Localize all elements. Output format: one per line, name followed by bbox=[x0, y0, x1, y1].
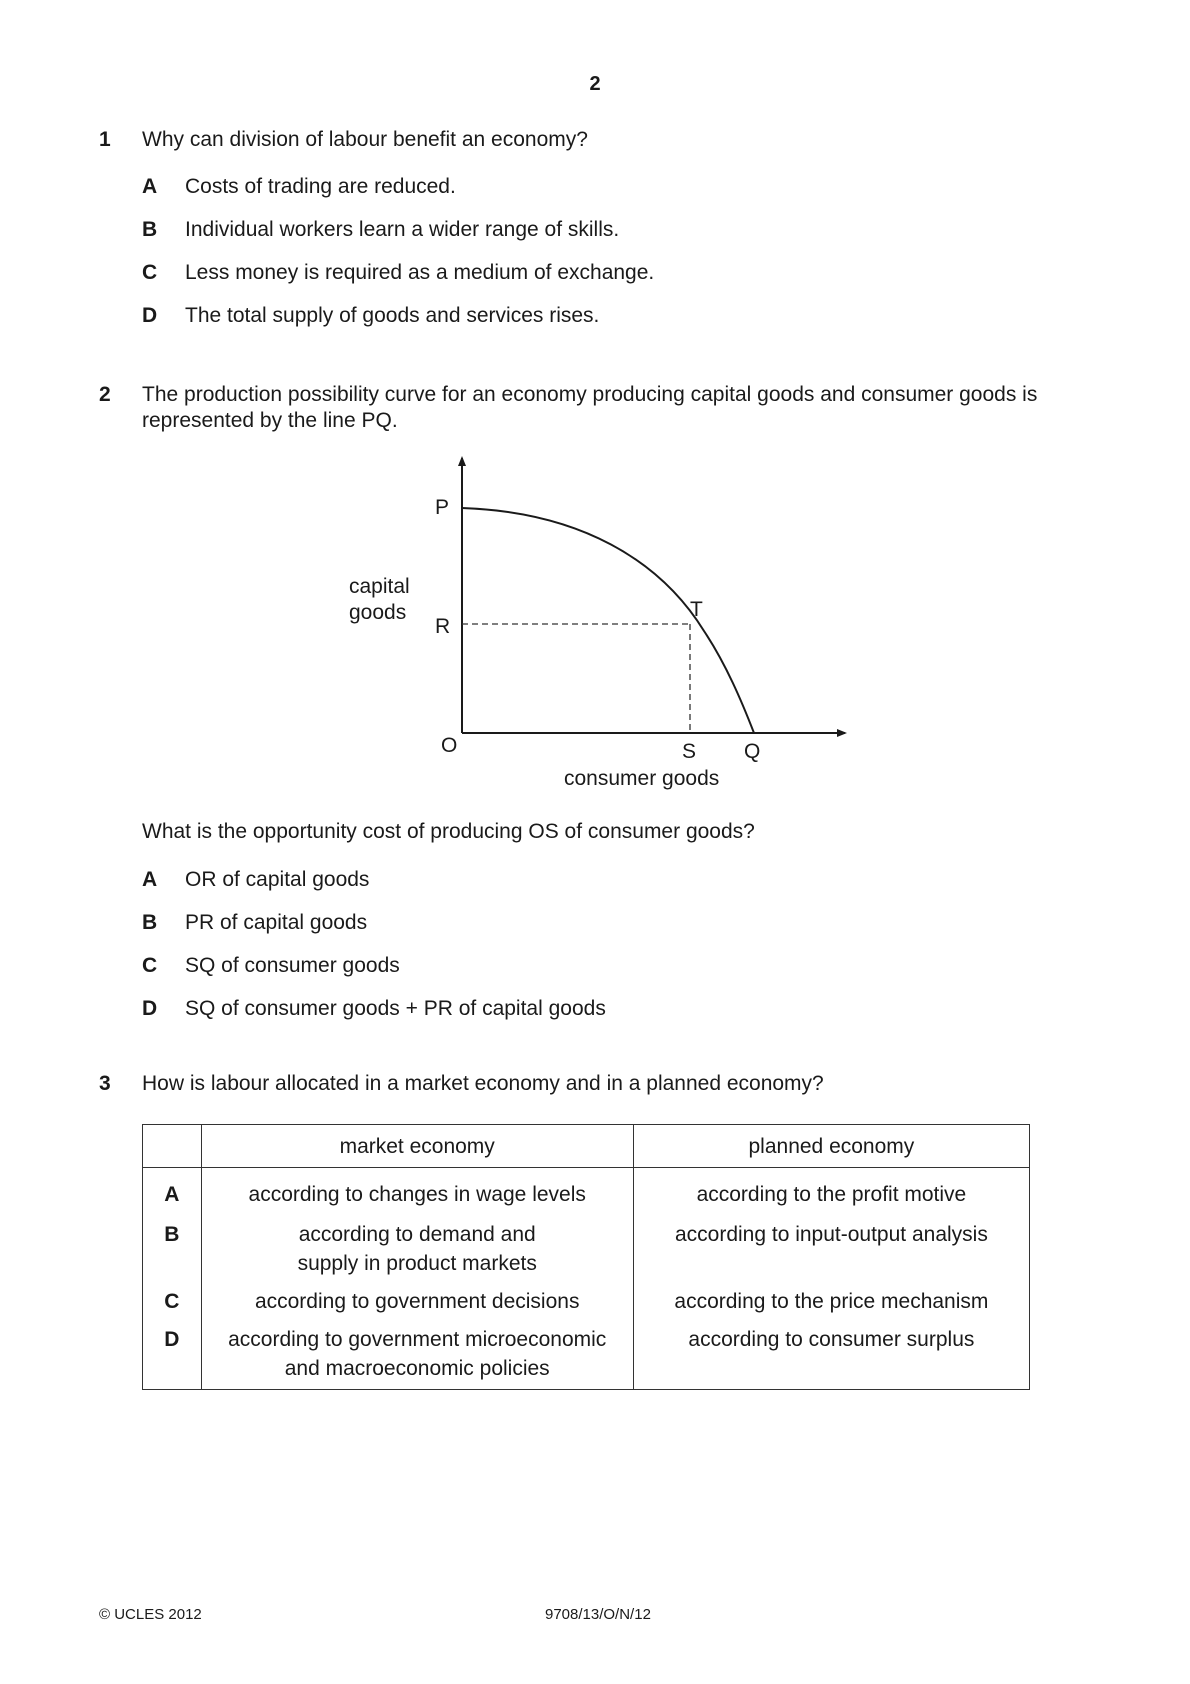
y-axis-label-line2: goods bbox=[349, 601, 407, 624]
question-3-number: 3 bbox=[99, 1072, 111, 1095]
row-letter: D bbox=[143, 1317, 202, 1390]
q1-option-c-letter: C bbox=[142, 261, 158, 284]
q1-option-c-text: Less money is required as a medium of exchange. bbox=[185, 261, 655, 284]
market-cell-line: according to government microeconomic bbox=[228, 1328, 607, 1351]
question-1-text: Why can division of labour benefit an economy? bbox=[142, 128, 588, 151]
market-cell-line: according to demand and bbox=[298, 1223, 536, 1246]
q2-option-c-letter: C bbox=[142, 954, 158, 977]
ppc-curve bbox=[462, 508, 754, 733]
allocation-table bbox=[142, 1124, 1030, 1390]
question-2-prompt: What is the opportunity cost of producing OS of consumer goods? bbox=[142, 820, 755, 843]
table-header-market: market economy bbox=[201, 1125, 633, 1168]
planned-cell: according to the profit motive bbox=[633, 1168, 1029, 1211]
q2-option-b-letter: B bbox=[142, 911, 158, 934]
point-q-label: Q bbox=[744, 740, 761, 763]
table-header-row bbox=[143, 1125, 1030, 1168]
table-header-planned: planned economy bbox=[633, 1125, 1029, 1168]
point-s-label: S bbox=[682, 740, 697, 763]
planned-cell: according to the price mechanism bbox=[633, 1279, 1029, 1317]
planned-cell: according to consumer surplus bbox=[633, 1317, 1029, 1390]
q2-option-c-text: SQ of consumer goods bbox=[185, 954, 400, 977]
q1-option-b-text: Individual workers learn a wider range of skills. bbox=[185, 218, 620, 241]
y-axis-label-line1: capital bbox=[349, 575, 410, 598]
point-p-label: P bbox=[435, 496, 450, 519]
q1-option-a-text: Costs of trading are reduced. bbox=[185, 175, 456, 198]
q2-option-b-text: PR of capital goods bbox=[185, 911, 368, 934]
market-cell-line: according to government decisions bbox=[254, 1290, 580, 1313]
table-row bbox=[143, 1210, 1030, 1279]
market-cell bbox=[201, 1317, 633, 1390]
table-row bbox=[143, 1279, 1030, 1317]
q2-option-d-text: SQ of consumer goods + PR of capital goods bbox=[185, 997, 606, 1020]
question-1-number: 1 bbox=[99, 128, 111, 151]
market-cell-line: and macroeconomic policies bbox=[284, 1357, 550, 1380]
q1-option-b-letter: B bbox=[142, 218, 158, 241]
table-row bbox=[143, 1168, 1030, 1211]
page-number: 2 bbox=[589, 73, 601, 95]
market-cell-line: supply in product markets bbox=[297, 1252, 537, 1275]
q2-option-a-text: OR of capital goods bbox=[185, 868, 370, 891]
question-3-text: How is labour allocated in a market economy and in a planned economy? bbox=[142, 1072, 824, 1095]
point-r-label: R bbox=[435, 615, 451, 638]
footer-copyright: © UCLES 2012 bbox=[99, 1606, 202, 1623]
question-2-text-line1: The production possibility curve for an economy producing capital goods and consumer goods is bbox=[142, 383, 1038, 406]
point-t-label: T bbox=[690, 598, 703, 621]
q1-option-d-letter: D bbox=[142, 304, 158, 327]
point-o-label: O bbox=[441, 734, 458, 757]
market-cell bbox=[201, 1279, 633, 1317]
q2-option-a-letter: A bbox=[142, 868, 158, 891]
table-header-blank bbox=[143, 1125, 202, 1168]
question-2-text-line2: represented by the line PQ. bbox=[142, 409, 398, 432]
table-row bbox=[143, 1317, 1030, 1390]
planned-cell: according to input-output analysis bbox=[633, 1210, 1029, 1279]
footer-paper-code: 9708/13/O/N/12 bbox=[545, 1606, 651, 1623]
ppc-diagram bbox=[0, 0, 1190, 820]
row-letter: B bbox=[143, 1210, 202, 1279]
q2-option-d-letter: D bbox=[142, 997, 158, 1020]
q1-option-a-letter: A bbox=[142, 175, 158, 198]
market-cell-line: according to changes in wage levels bbox=[248, 1183, 586, 1206]
question-2-number: 2 bbox=[99, 383, 111, 406]
market-cell bbox=[201, 1168, 633, 1211]
x-axis-label: consumer goods bbox=[564, 767, 720, 790]
market-cell bbox=[201, 1210, 633, 1279]
q1-option-d-text: The total supply of goods and services rises. bbox=[185, 304, 600, 327]
row-letter: A bbox=[143, 1168, 202, 1211]
row-letter: C bbox=[143, 1279, 202, 1317]
